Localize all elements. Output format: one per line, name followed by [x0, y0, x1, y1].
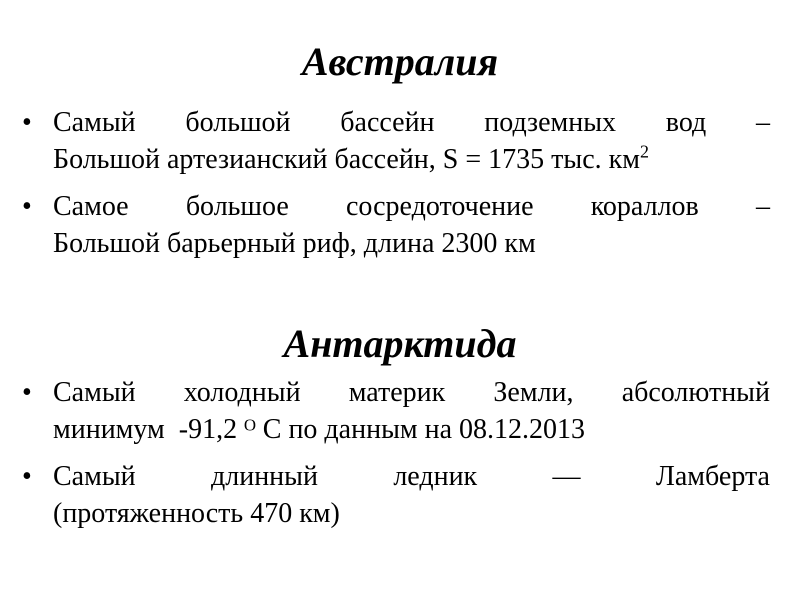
list-item — [22, 458, 770, 532]
australia-bullet-list — [22, 104, 770, 272]
word: вод — [665, 107, 707, 138]
word: материк — [348, 377, 446, 408]
word: сосредоточение — [345, 191, 534, 222]
heading-australia: Австралия — [301, 39, 499, 84]
heading-antarctica: Антарктида — [283, 321, 517, 366]
word: – — [756, 191, 770, 222]
item-line-1 — [53, 188, 770, 225]
word: – — [756, 107, 770, 138]
word: большой — [185, 107, 291, 138]
word: ледник — [393, 461, 478, 492]
bullet-dot: • — [22, 191, 32, 222]
word: подземных — [484, 107, 617, 138]
item-text: Большой барьерный риф, длина 2300 км — [53, 228, 536, 259]
item-line-2 — [53, 141, 770, 178]
item-text: Большой артезианский бассейн, S = 1735 тыс. км — [53, 144, 640, 175]
item-text: минимум -91,2 ᴼ С по данным на 08.12.2013 — [53, 414, 586, 445]
bullet-dot: • — [22, 461, 32, 492]
word: кораллов — [590, 191, 699, 222]
word: Самый — [53, 377, 136, 408]
item-line-1 — [53, 104, 770, 141]
list-item — [22, 104, 770, 178]
item-line-1 — [53, 374, 770, 411]
word: большое — [185, 191, 289, 222]
word: абсолютный — [621, 377, 770, 408]
word: длинный — [210, 461, 318, 492]
item-line-2 — [53, 411, 770, 448]
word: Земли, — [493, 377, 574, 408]
word: Самый — [53, 107, 136, 138]
word: холодный — [183, 377, 301, 408]
superscript: 2 — [639, 141, 649, 162]
word: Ламберта — [655, 461, 770, 492]
item-text: (протяженность 470 км) — [53, 498, 340, 529]
list-item — [22, 374, 770, 448]
word: Самый — [53, 461, 136, 492]
word: Самое — [53, 191, 129, 222]
item-line-2 — [53, 495, 770, 532]
word: бассейн — [340, 107, 435, 138]
item-line-2 — [53, 225, 770, 262]
list-item — [22, 188, 770, 262]
item-line-1 — [53, 458, 770, 495]
bullet-dot: • — [22, 377, 32, 408]
bullet-dot: • — [22, 107, 32, 138]
word: — — [552, 461, 581, 492]
antarctica-bullet-list — [22, 374, 770, 542]
